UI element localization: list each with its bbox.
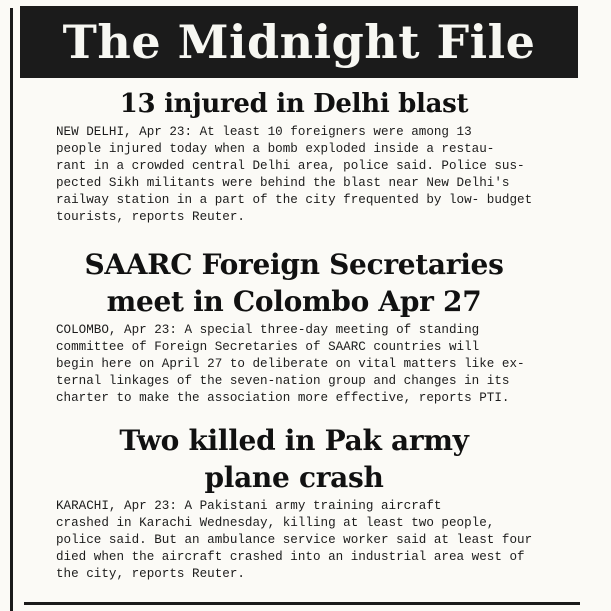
body-line: crashed in Karachi Wednesday, killing at least two people, — [56, 516, 495, 530]
body-line: committee of Foreign Secretaries of SAARC countries will — [56, 340, 480, 354]
body-line: KARACHI, Apr 23: A Pakistani army training aircraft — [56, 499, 442, 513]
article-headline — [16, 422, 572, 496]
headline-line: SAARC Foreign Secretaries — [84, 248, 504, 281]
body-line: rant in a crowded central Delhi area, police said. Police sus- — [56, 159, 525, 173]
article-body — [56, 124, 572, 226]
left-column-rule — [10, 8, 13, 611]
article-headline — [16, 86, 572, 122]
body-line: the city, reports Reuter. — [56, 567, 245, 581]
masthead-title: The Midnight File — [62, 15, 536, 69]
body-line: pected Sikh militants were behind the blast near New Delhi's — [56, 176, 510, 190]
body-line: begin here on April 27 to deliberate on vital matters like ex- — [56, 357, 525, 371]
article-delhi-blast — [56, 86, 572, 226]
article-headline — [16, 246, 572, 320]
bottom-rule — [24, 602, 580, 605]
body-line: NEW DELHI, Apr 23: At least 10 foreigners were among 13 — [56, 125, 472, 139]
body-line: railway station in a part of the city frequented by low- budget — [56, 193, 533, 207]
body-line: charter to make the association more effective, reports PTI. — [56, 391, 510, 405]
masthead-banner — [20, 6, 578, 78]
article-body — [56, 322, 572, 407]
headline-line: meet in Colombo Apr 27 — [106, 285, 482, 318]
body-line: tourists, reports Reuter. — [56, 210, 245, 224]
headline-line: Two killed in Pak army — [119, 424, 469, 457]
body-line: ternal linkages of the seven-nation group and changes in its — [56, 374, 510, 388]
article-pak-plane-crash — [56, 422, 572, 583]
body-line: people injured today when a bomb exploded inside a restau- — [56, 142, 495, 156]
article-saarc-meeting — [56, 246, 572, 407]
body-line: police said. But an ambulance service worker said at least four — [56, 533, 533, 547]
headline-line: plane crash — [204, 461, 384, 494]
headline-line: 13 injured in Delhi blast — [119, 89, 469, 119]
body-line: COLOMBO, Apr 23: A special three-day meeting of standing — [56, 323, 480, 337]
article-body — [56, 498, 572, 583]
body-line: died when the aircraft crashed into an industrial area west of — [56, 550, 525, 564]
